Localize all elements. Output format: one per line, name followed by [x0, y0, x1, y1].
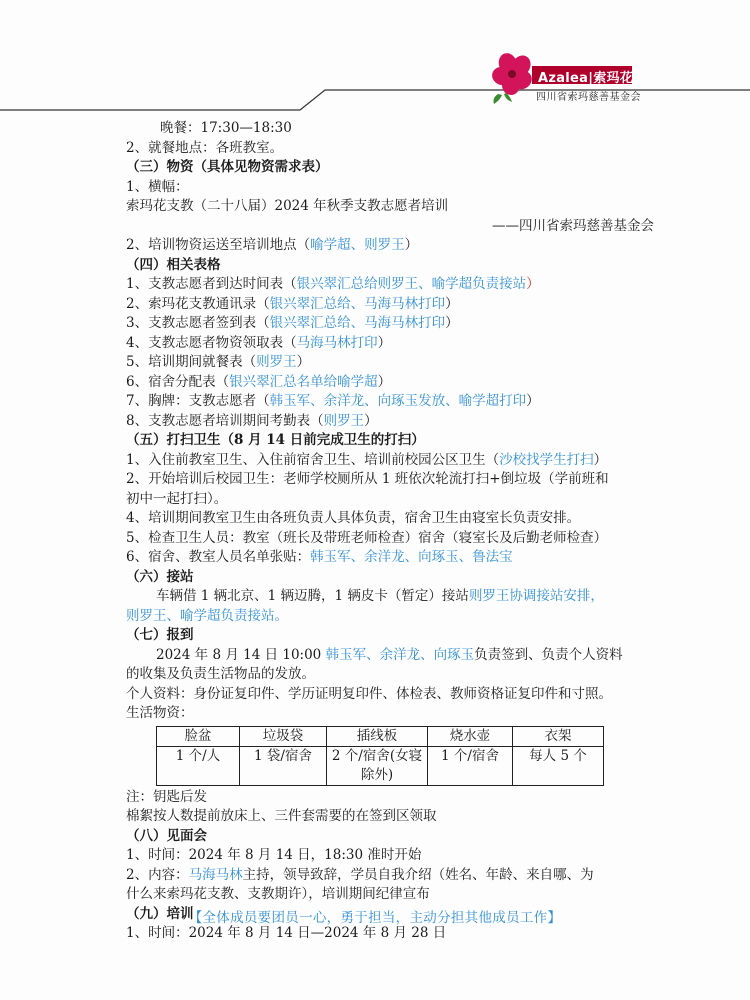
meeting-content-cont: 什么来索玛花支教、支教期许），培训期间纪律宣布 — [126, 886, 430, 902]
dining-location: 2、就餐地点：各班教室。 — [126, 139, 284, 156]
pickup-responsible: 则罗王、喻学超负责接站。 — [126, 607, 288, 624]
form-item-attendance: 8、支教志愿者培训期间考勤表（则罗王） — [126, 412, 378, 429]
section-heading-supplies: （三）物资（具体见物资需求表） — [126, 159, 329, 175]
cleaning-item-1: 1、入住前教室卫生、入住前宿舍卫生、培训前校园公区卫生（沙校找学生打扫） — [126, 451, 608, 468]
supply-value-trashbag: 1 袋/宿舍 — [240, 746, 327, 785]
training-time: 1、时间：2024 年 8 月 14 日—2024 年 8 月 28 日 — [126, 925, 447, 941]
section-heading-forms: （四）相关表格 — [126, 256, 221, 273]
supply-header-powerstrip: 插线板 — [327, 726, 428, 746]
section-heading-cleaning: （五）打扫卫生（8 月 14 日前完成卫生的打扫） — [126, 432, 425, 448]
form-item-badge: 7、胸牌：支教志愿者（韩玉军、余洋龙、向琢玉发放、喻学超打印） — [126, 393, 540, 409]
personal-documents: 个人资料：身份证复印件、学历证明复印件、体检表、教师资格证复印件和寸照。 — [126, 685, 612, 702]
pickup-vehicles: 车辆借 1 辆北京、1 辆迈腾，1 辆皮卡（暂定）接站则罗王协调接站安排， — [156, 588, 604, 604]
section-heading-pickup: （六）接站 — [126, 568, 194, 585]
key-note: 注：钥匙后发 — [126, 788, 207, 805]
form-item-arrival: 1、支教志愿者到达时间表（银兴翠汇总给则罗王、喻学超负责接站） — [126, 276, 540, 292]
form-item-dorm: 6、宿舍分配表（银兴翠汇总名单给喻学超） — [126, 373, 392, 390]
supply-value-hanger: 每人 5 个 — [513, 746, 604, 785]
azalea-flower-icon — [488, 50, 538, 104]
registration-cont: 的收集及负责生活物品的发放。 — [126, 666, 315, 682]
meeting-content: 2、内容：马海马林主持，领导致辞，学员自我介绍（姓名、年龄、来自哪、为 — [126, 866, 594, 883]
cleaning-item-6: 6、宿舍、教室人员名单张贴：韩玉军、余洋龙、向琢玉、鲁法宝 — [126, 549, 513, 565]
section-heading-meeting: （八）见面会 — [126, 827, 207, 844]
cleaning-item-2-cont: 初中一起打扫）。 — [126, 490, 228, 507]
form-item-contacts: 2、索玛花支教通讯录（银兴翠汇总给、马海马林打印） — [126, 295, 459, 312]
supply-header-hanger: 衣架 — [513, 726, 604, 746]
meeting-time: 1、时间：2024 年 8 月 14 日，18:30 准时开始 — [126, 847, 422, 863]
form-item-supplies: 4、支教志愿者物资领取表（马海马林打印） — [126, 334, 392, 351]
banner-text: 索玛花支教（二十八届）2024 年秋季支教志愿者培训 — [126, 198, 449, 214]
supply-table — [156, 726, 604, 786]
supply-header-trashbag: 垃圾袋 — [240, 726, 327, 746]
supply-table-value-row — [157, 746, 604, 785]
footer-slogan: 【全体成员要团员一心，勇于担当，主动分担其他成员工作】 — [188, 910, 562, 926]
living-supplies-label: 生活物资： — [126, 705, 194, 721]
supply-transport-item: 2、培训物资运送至培训地点（喻学超、则罗王） — [126, 237, 419, 253]
registration-time: 2024 年 8 月 14 日 10:00 韩玉军、余洋龙、向琢玉负责签到、负责个人资料 — [156, 646, 623, 663]
form-item-signin: 3、支教志愿者签到表（银兴翠汇总给、马海马林打印） — [126, 315, 459, 331]
cleaning-item-4: 4、培训期间教室卫生由各班负责人具体负责，宿舍卫生由寝室长负责安排。 — [126, 510, 581, 526]
logo-org-name: 四川省索玛慈善基金会 — [536, 92, 641, 103]
section-heading-training: （九）培训 — [126, 905, 194, 922]
foundation-logo — [488, 50, 648, 106]
logo-brand-text: Azalea|索玛花 — [538, 71, 634, 86]
banner-signature: ——四川省索玛慈善基金会 — [492, 217, 654, 234]
document-body — [126, 119, 656, 944]
cleaning-item-5: 5、检查卫生人员：教室（班长及带班老师检查）宿舍（寝室长及后勤老师检查） — [126, 529, 608, 546]
section-heading-registration: （七）报到 — [126, 627, 194, 643]
supply-value-basin: 1 个/人 — [157, 746, 240, 785]
supply-header-kettle: 烧水壶 — [428, 726, 513, 746]
bedding-note: 棉絮按人数提前放床上、三件套需要的在签到区领取 — [126, 808, 437, 824]
supply-table-header-row — [157, 726, 604, 746]
banner-label: 1、横幅： — [126, 178, 189, 195]
cleaning-item-2: 2、开始培训后校园卫生：老师学校厕所从 1 班依次轮流打扫+倒垃圾（学前班和 — [126, 471, 609, 487]
supply-value-kettle: 1 个/宿舍 — [428, 746, 513, 785]
dinner-time: 晚餐：17:30—18:30 — [160, 120, 292, 136]
supply-header-basin: 脸盆 — [157, 726, 240, 746]
form-item-meals: 5、培训期间就餐表（则罗王） — [126, 354, 311, 370]
supply-value-powerstrip: 2 个/宿舍(女寝除外) — [327, 746, 428, 785]
